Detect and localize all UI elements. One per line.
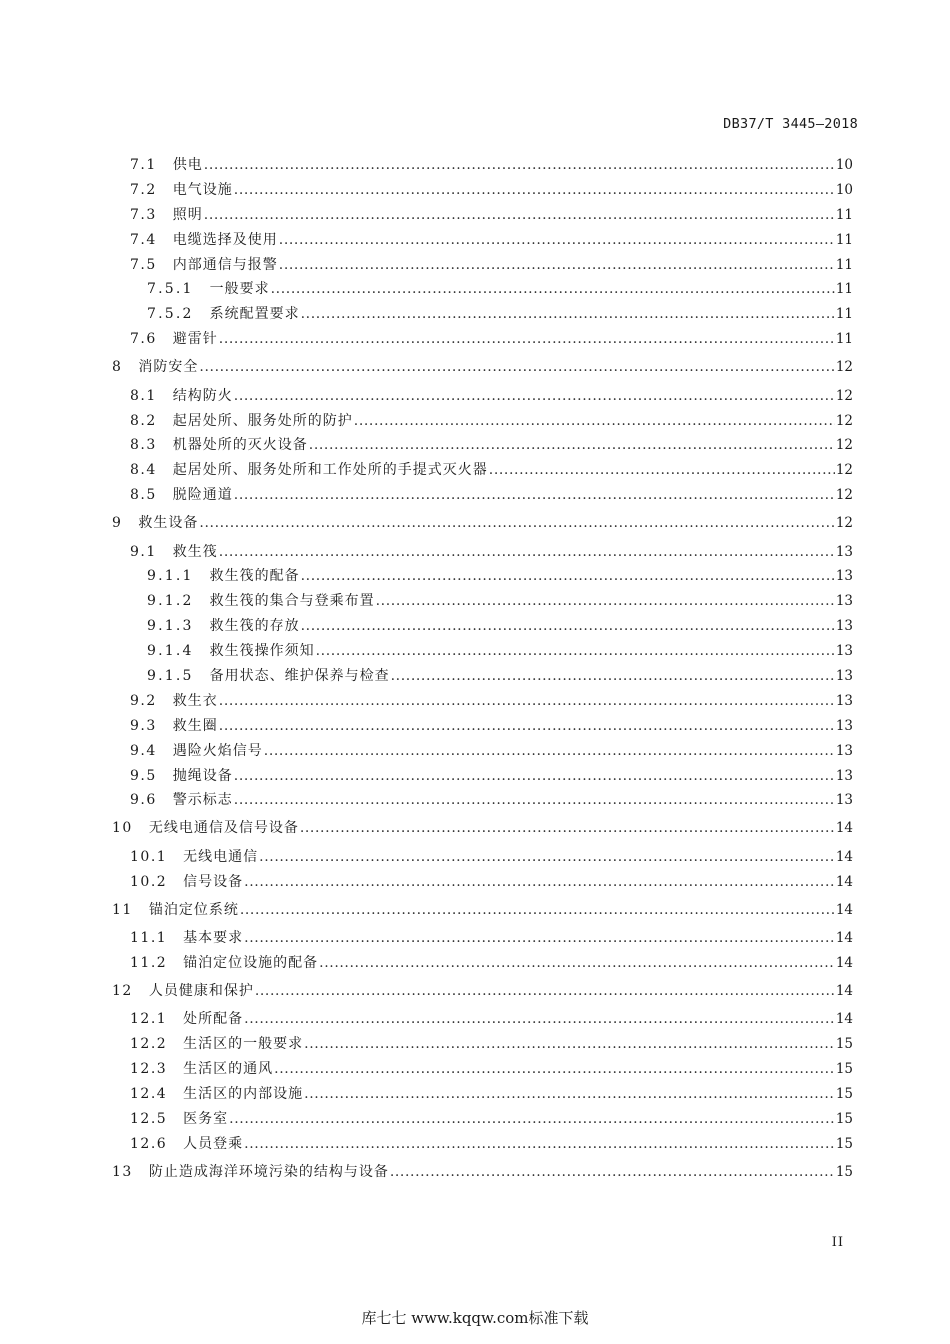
dot-leader [234, 788, 835, 813]
toc-entry-title: 防止造成海洋环境污染的结构与设备 [148, 1163, 389, 1180]
toc-entry[interactable] [112, 1007, 853, 1032]
toc-entry-title: 救生设备 [138, 515, 199, 532]
toc-entry[interactable] [112, 870, 853, 895]
dot-leader [204, 153, 835, 178]
toc-entry-page: 12 [835, 487, 853, 504]
dot-leader [264, 739, 835, 764]
dot-leader [316, 639, 835, 664]
toc-entry-page: 11 [835, 231, 853, 248]
dot-leader [259, 845, 835, 870]
toc-entry-number: 7.3 [130, 206, 157, 223]
toc-entry-title: 锚泊定位系统 [148, 901, 239, 918]
dot-leader [244, 870, 835, 895]
toc-entry-title: 救生筏的配备 [209, 568, 300, 585]
toc-entry[interactable] [112, 895, 853, 927]
dot-leader [319, 951, 835, 976]
toc-entry-number: 9.1.5 [147, 668, 194, 685]
toc-entry-page: 14 [835, 982, 853, 999]
dot-leader [219, 689, 835, 714]
dot-leader [304, 1032, 835, 1057]
dot-leader [301, 302, 835, 327]
toc-entry[interactable] [112, 788, 853, 813]
dot-leader [234, 178, 835, 203]
toc-entry-number: 9.1.3 [147, 618, 194, 635]
toc-entry[interactable] [112, 302, 853, 327]
toc-entry-page: 13 [835, 767, 853, 784]
toc-entry[interactable] [112, 352, 853, 384]
dot-leader [300, 813, 835, 845]
toc-entry-number: 12.4 [130, 1086, 168, 1103]
dot-leader [199, 352, 834, 384]
table-of-contents [112, 153, 853, 1188]
toc-entry-number: 12.1 [130, 1011, 168, 1028]
toc-entry-title: 救生筏的集合与登乘布置 [209, 593, 375, 610]
toc-entry-title: 生活区的内部设施 [183, 1086, 304, 1103]
dot-leader [255, 976, 835, 1008]
toc-entry[interactable] [112, 409, 853, 434]
toc-entry-number: 11.2 [130, 955, 168, 972]
toc-entry-title: 救生圈 [172, 717, 218, 734]
toc-entry[interactable] [112, 327, 853, 352]
toc-entry[interactable] [112, 153, 853, 178]
toc-entry-title: 人员登乘 [183, 1135, 244, 1152]
toc-entry[interactable] [112, 433, 853, 458]
toc-entry-title: 备用状态、维护保养与检查 [209, 668, 390, 685]
toc-entry-number: 12 [112, 982, 133, 999]
toc-entry-title: 生活区的通风 [183, 1061, 274, 1078]
toc-entry-page: 13 [835, 692, 853, 709]
toc-entry-title: 人员健康和保护 [148, 982, 254, 999]
toc-entry[interactable] [112, 714, 853, 739]
toc-entry-number: 8 [112, 359, 123, 376]
toc-entry[interactable] [112, 1057, 853, 1082]
toc-entry-number: 8.3 [130, 437, 157, 454]
toc-entry-number: 9.1 [130, 543, 157, 560]
toc-entry[interactable] [112, 689, 853, 714]
dot-leader [234, 764, 835, 789]
toc-entry-page: 15 [835, 1036, 853, 1053]
toc-entry-number: 12.5 [130, 1111, 168, 1127]
toc-entry-number: 11 [112, 901, 133, 918]
toc-entry-number: 9.1.2 [147, 593, 194, 610]
footer-watermark: 库七七 www.kqqw.com标准下载 [361, 1309, 589, 1327]
toc-entry[interactable] [112, 228, 853, 253]
dot-leader [354, 409, 835, 434]
toc-entry-page: 12 [835, 437, 853, 454]
toc-entry[interactable] [112, 384, 853, 409]
dot-leader [489, 458, 835, 483]
toc-entry-title: 起居处所、服务处所的防护 [172, 412, 353, 429]
toc-entry[interactable] [112, 540, 853, 565]
dot-leader [274, 1057, 835, 1082]
dot-leader [244, 1132, 835, 1157]
dot-leader [376, 589, 835, 614]
dot-leader [240, 895, 835, 927]
toc-entry-page: 13 [835, 717, 853, 734]
toc-entry[interactable] [112, 764, 853, 789]
toc-entry-page: 13 [835, 593, 853, 610]
toc-entry-title: 供电 [172, 157, 203, 173]
toc-entry[interactable] [112, 1132, 853, 1157]
toc-entry-title: 遇险火焰信号 [172, 742, 263, 759]
toc-entry-page: 13 [835, 568, 853, 585]
dot-leader [279, 228, 835, 253]
toc-entry-number: 7.4 [130, 231, 157, 248]
toc-entry[interactable] [112, 1082, 853, 1107]
toc-entry-number: 9.6 [130, 792, 157, 809]
toc-entry-number: 12.3 [130, 1061, 168, 1078]
dot-leader [234, 384, 835, 409]
toc-entry-title: 结构防火 [172, 387, 233, 404]
toc-entry[interactable] [112, 664, 853, 689]
toc-entry-page: 10 [835, 181, 853, 198]
dot-leader [301, 564, 835, 589]
toc-entry-number: 8.2 [130, 412, 157, 429]
toc-entry-title: 基本要求 [183, 930, 244, 947]
toc-entry-page: 13 [835, 742, 853, 759]
toc-entry-title: 救生筏操作须知 [209, 643, 315, 660]
toc-entry[interactable] [112, 614, 853, 639]
toc-entry-page: 14 [835, 820, 853, 837]
toc-entry-page: 12 [835, 515, 853, 532]
toc-entry-page: 11 [835, 206, 853, 223]
toc-entry-number: 7.5.2 [147, 306, 194, 323]
toc-entry-page: 14 [835, 873, 853, 890]
toc-entry-number: 7.2 [130, 181, 157, 198]
toc-entry-number: 12.6 [130, 1135, 168, 1152]
toc-entry-title: 电缆选择及使用 [172, 231, 278, 248]
toc-entry-page: 11 [835, 331, 853, 348]
dot-leader [279, 253, 835, 278]
dot-leader [234, 483, 835, 508]
toc-entry-number: 11.1 [130, 930, 168, 947]
toc-entry[interactable] [112, 253, 853, 278]
toc-entry-number: 10.2 [130, 873, 168, 890]
dot-leader [304, 1082, 835, 1107]
toc-entry-number: 13 [112, 1163, 133, 1180]
dot-leader [229, 1107, 835, 1132]
toc-entry-page: 12 [835, 412, 853, 429]
toc-entry-number: 12.2 [130, 1036, 168, 1053]
toc-entry[interactable] [112, 203, 853, 228]
toc-entry-title: 消防安全 [138, 359, 199, 376]
toc-entry-page: 15 [835, 1061, 853, 1078]
toc-entry[interactable] [112, 458, 853, 483]
toc-entry-title: 医务室 [183, 1111, 229, 1127]
toc-entry-page: 15 [835, 1163, 853, 1180]
toc-entry-number: 7.6 [130, 331, 157, 348]
toc-entry-page: 12 [835, 387, 853, 404]
toc-entry-number: 8.1 [130, 387, 157, 404]
toc-entry[interactable] [112, 639, 853, 664]
toc-entry-title: 机器处所的灭火设备 [172, 437, 308, 454]
toc-entry[interactable] [112, 508, 853, 540]
dot-leader [244, 1007, 835, 1032]
toc-entry-number: 8.5 [130, 487, 157, 504]
toc-entry-page: 14 [835, 1011, 853, 1028]
toc-entry-number: 9.2 [130, 692, 157, 709]
dot-leader [219, 327, 835, 352]
toc-entry-page: 13 [835, 543, 853, 560]
toc-entry-title: 脱险通道 [172, 487, 233, 504]
toc-entry[interactable] [112, 483, 853, 508]
toc-entry-page: 14 [835, 848, 853, 865]
toc-entry-title: 信号设备 [183, 873, 244, 890]
toc-entry-page: 13 [835, 643, 853, 660]
toc-entry-number: 7.5 [130, 256, 157, 273]
toc-entry-title: 避雷针 [172, 331, 218, 348]
toc-entry-page: 11 [835, 256, 853, 273]
toc-entry[interactable] [112, 976, 853, 1008]
toc-entry-title: 系统配置要求 [209, 306, 300, 323]
toc-entry-title: 无线电通信 [183, 848, 259, 865]
toc-entry-number: 9.1.4 [147, 643, 194, 660]
toc-entry-number: 7.5.1 [147, 281, 194, 298]
toc-entry-page: 15 [835, 1111, 853, 1127]
dot-leader [219, 540, 835, 565]
dot-leader [301, 614, 835, 639]
toc-entry[interactable] [112, 951, 853, 976]
toc-entry-number: 10 [112, 820, 133, 837]
toc-entry[interactable] [112, 277, 853, 302]
toc-entry-page: 14 [835, 930, 853, 947]
toc-entry[interactable] [112, 178, 853, 203]
dot-leader [199, 508, 834, 540]
toc-entry-title: 照明 [172, 206, 203, 223]
toc-entry-page: 11 [835, 281, 853, 298]
toc-entry-title: 处所配备 [183, 1011, 244, 1028]
toc-entry-number: 9.1.1 [147, 568, 194, 585]
dot-leader [391, 664, 835, 689]
toc-entry[interactable] [112, 845, 853, 870]
toc-entry-page: 10 [835, 157, 853, 173]
toc-entry-page: 11 [835, 306, 853, 323]
toc-entry-title: 一般要求 [209, 281, 270, 298]
document-code: DB37/T 3445—2018 [723, 116, 858, 132]
dot-leader [204, 203, 835, 228]
toc-entry-title: 无线电通信及信号设备 [148, 820, 299, 837]
dot-leader [309, 433, 835, 458]
dot-leader [219, 714, 835, 739]
toc-entry-title: 起居处所、服务处所和工作处所的手提式灭火器 [172, 462, 488, 479]
toc-entry-page: 13 [835, 792, 853, 809]
toc-entry-page: 13 [835, 618, 853, 635]
toc-entry-title: 电气设施 [172, 181, 233, 198]
toc-entry-title: 锚泊定位设施的配备 [183, 955, 319, 972]
toc-entry-number: 8.4 [130, 462, 157, 479]
toc-entry[interactable] [112, 813, 853, 845]
toc-entry-page: 14 [835, 955, 853, 972]
dot-leader [390, 1157, 835, 1189]
toc-entry[interactable] [112, 1157, 853, 1189]
toc-entry-title: 救生衣 [172, 692, 218, 709]
dot-leader [244, 926, 835, 951]
toc-entry-page: 12 [835, 462, 853, 479]
toc-entry-title: 抛绳设备 [172, 767, 233, 784]
toc-entry-page: 14 [835, 901, 853, 918]
toc-entry-number: 7.1 [130, 157, 157, 173]
toc-entry[interactable] [112, 1032, 853, 1057]
toc-entry-number: 9.4 [130, 742, 157, 759]
toc-entry-page: 12 [835, 359, 853, 376]
toc-entry-page: 13 [835, 668, 853, 685]
toc-entry-number: 10.1 [130, 848, 168, 865]
toc-entry[interactable] [112, 1107, 853, 1132]
toc-entry-number: 9.3 [130, 717, 157, 734]
toc-entry-title: 救生筏 [172, 543, 218, 560]
toc-entry[interactable] [112, 589, 853, 614]
toc-entry[interactable] [112, 926, 853, 951]
toc-entry-title: 警示标志 [172, 792, 233, 809]
toc-entry-title: 救生筏的存放 [209, 618, 300, 635]
toc-entry-page: 15 [835, 1135, 853, 1152]
dot-leader [271, 277, 835, 302]
toc-entry-title: 内部通信与报警 [172, 256, 278, 273]
toc-entry-number: 9 [112, 515, 123, 532]
toc-entry-number: 9.5 [130, 767, 157, 784]
toc-entry-title: 生活区的一般要求 [183, 1036, 304, 1053]
toc-entry-page: 15 [835, 1086, 853, 1103]
page-number: II [831, 1235, 844, 1250]
toc-entry[interactable] [112, 564, 853, 589]
toc-entry[interactable] [112, 739, 853, 764]
